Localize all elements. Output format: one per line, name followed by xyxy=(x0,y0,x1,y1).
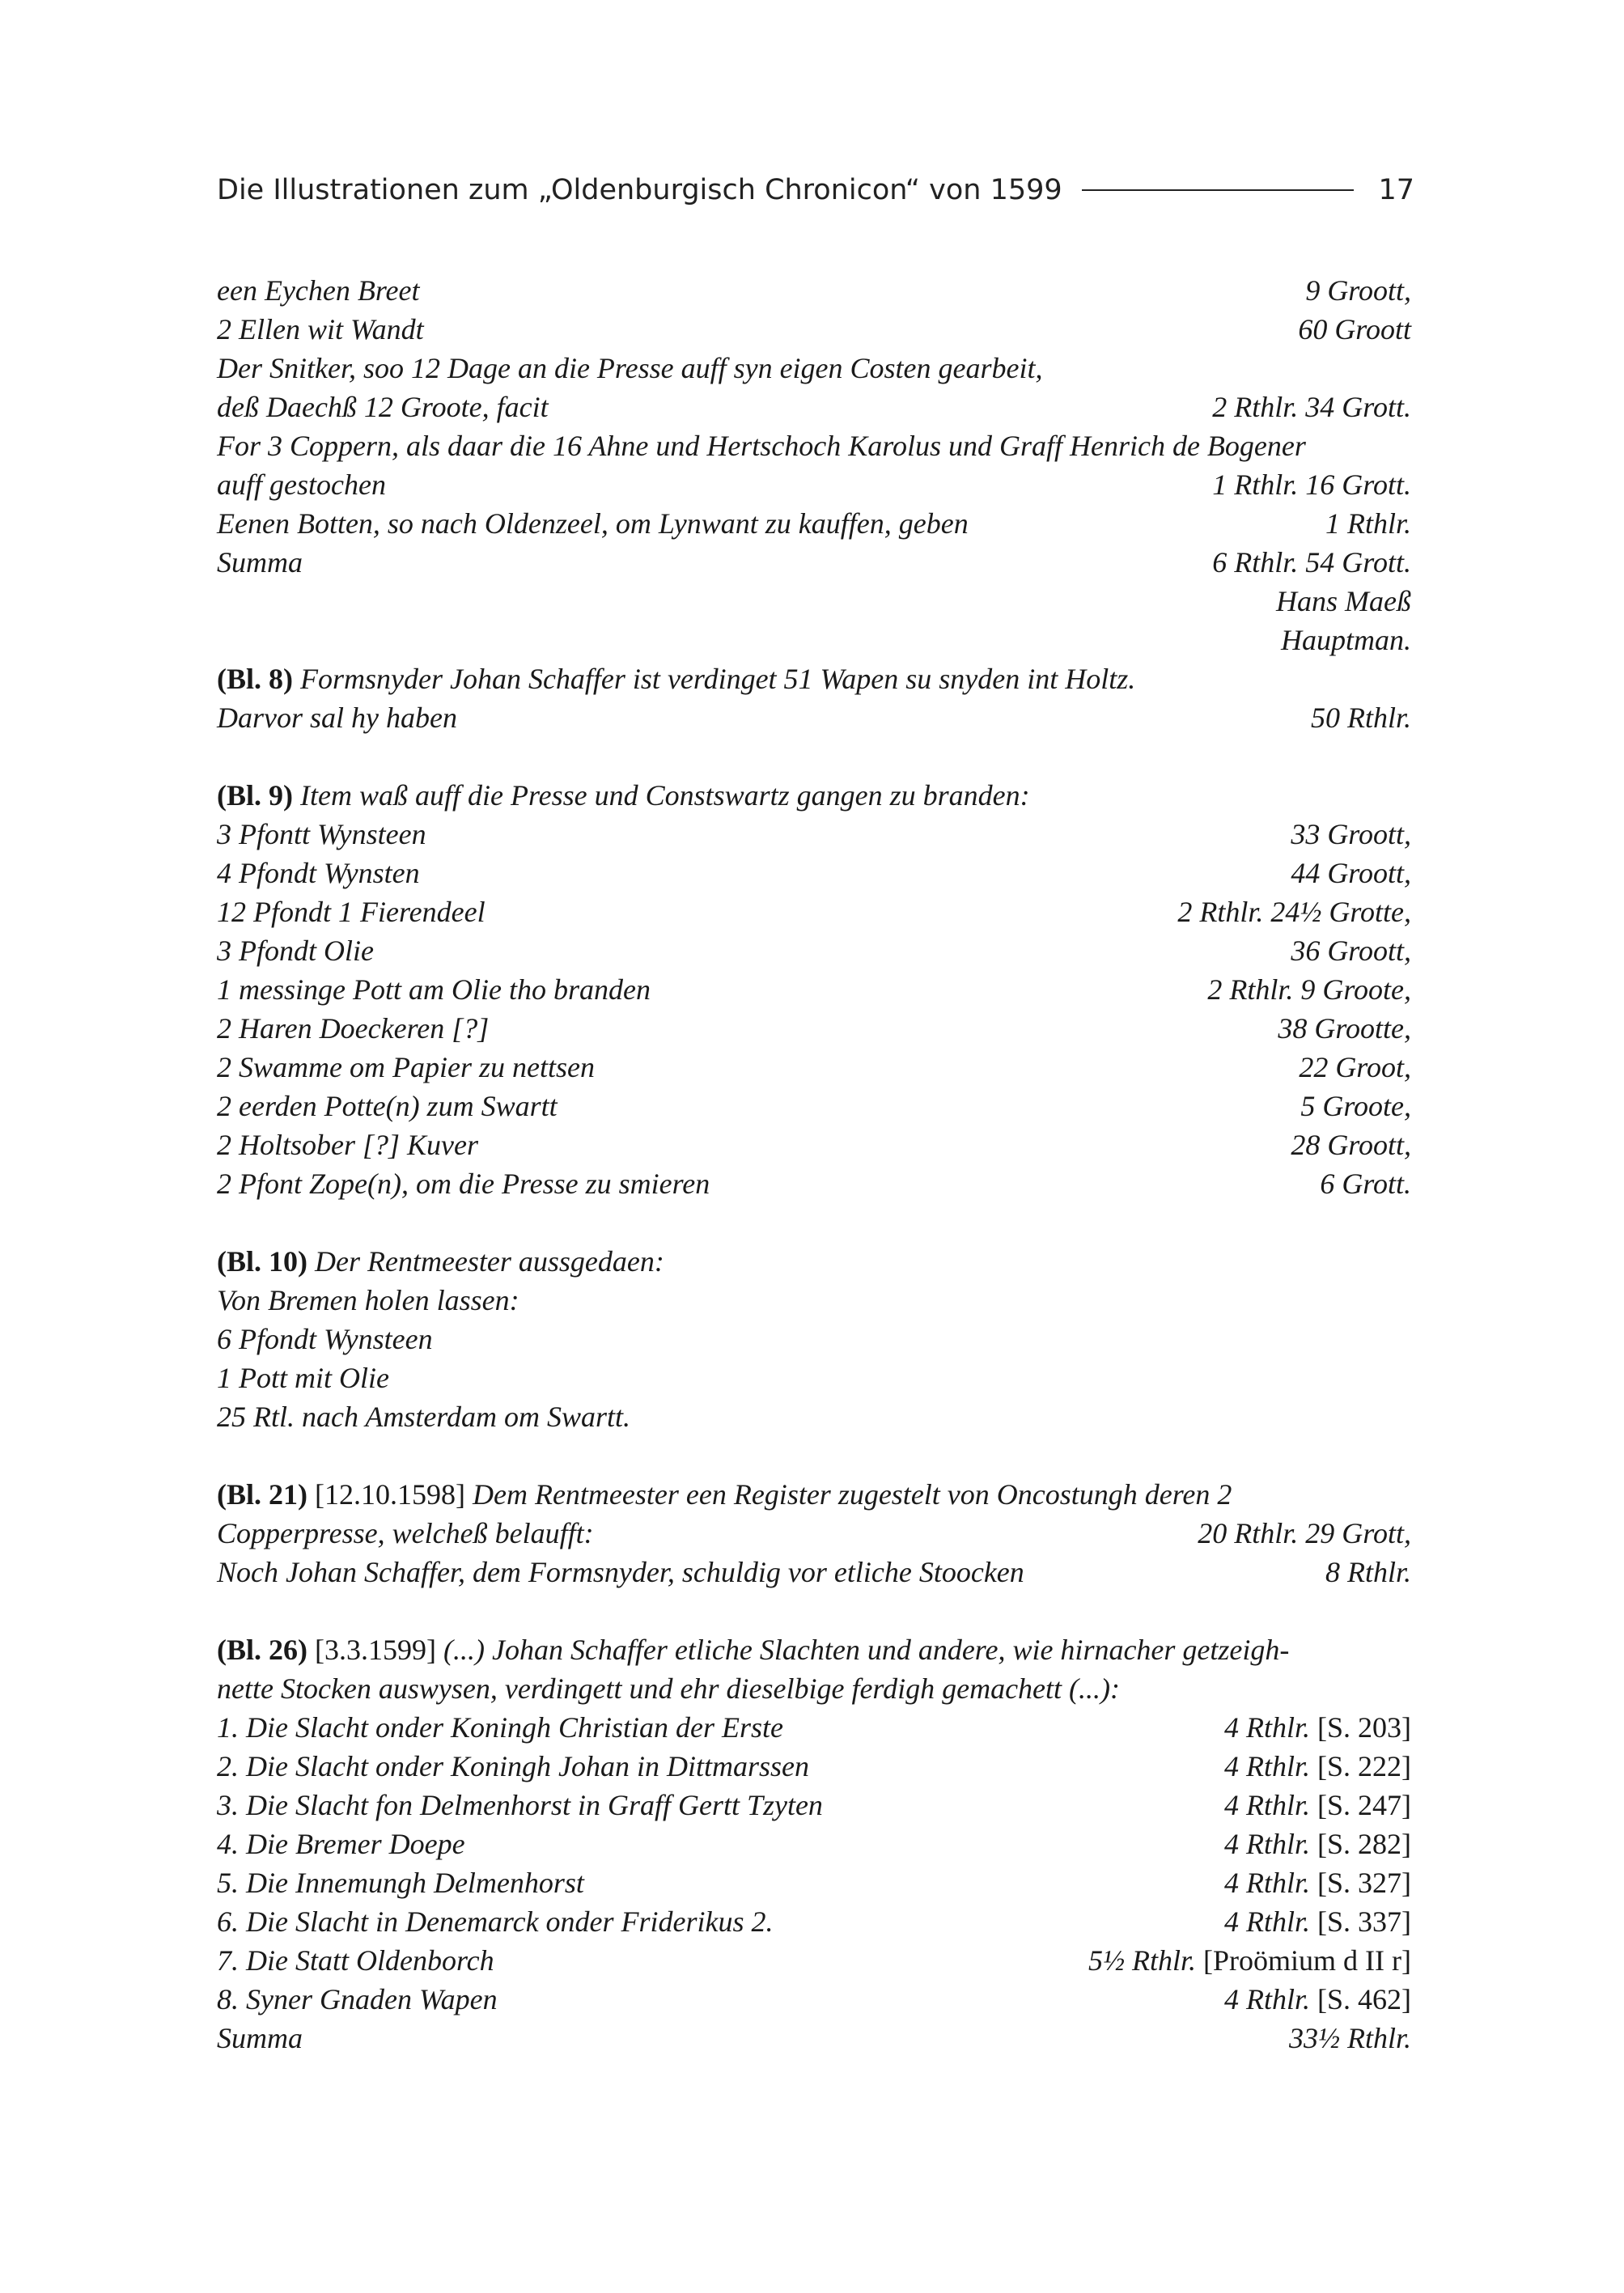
entry-text: auff gestochen xyxy=(217,468,386,501)
item-page-ref: [S. 327] xyxy=(1317,1867,1411,1899)
entry-amount: 1 Rthlr. xyxy=(1325,507,1411,540)
entry-amount: 8 Rthlr. xyxy=(1325,1556,1411,1588)
item-page-ref: [S. 282] xyxy=(1317,1828,1411,1860)
entry-text: 6 Pfondt Wynsteen xyxy=(217,1323,433,1355)
item-text: 3 Pfondt Olie xyxy=(217,935,374,967)
entry-text: deß Daechß 12 Groote, facit xyxy=(217,391,549,423)
item-amount: 22 Groot, xyxy=(1299,1051,1411,1083)
item-list xyxy=(217,1708,1411,2019)
section-intro xyxy=(217,776,1411,815)
item-amount: 33 Groott, xyxy=(1291,818,1411,850)
item-amount: 36 Groott, xyxy=(1291,935,1411,967)
item-text: 3. Die Slacht fon Delmenhorst in Graff Gertt Tzyten xyxy=(217,1789,823,1821)
entry-text: Noch Johan Schaffer, dem Formsnyder, schuldig vor etliche Stoocken xyxy=(217,1556,1024,1588)
entry-text: 1 Pott mit Olie xyxy=(217,1362,389,1394)
signature-name: Hans Maeß xyxy=(1276,585,1411,617)
item-amount: 28 Groott, xyxy=(1291,1129,1411,1161)
item-amount-ref xyxy=(1224,1708,1411,1747)
item-text: 12 Pfondt 1 Fierendeel xyxy=(217,896,486,928)
entry-amount: 50 Rthlr. xyxy=(1310,701,1411,734)
list-item xyxy=(217,1902,1411,1941)
list-item xyxy=(217,1747,1411,1786)
list-item xyxy=(217,1125,1411,1164)
entry-text: For 3 Coppern, als daar die 16 Ahne und Hertschoch Karolus und Graff Henrich de Bogener xyxy=(217,430,1306,462)
entry-text: Darvor sal hy haben xyxy=(217,701,457,734)
list-item xyxy=(217,1048,1411,1087)
list-item xyxy=(217,1087,1411,1125)
entry-amount: 20 Rthlr. 29 Grott, xyxy=(1198,1517,1411,1549)
folio-label: (Bl. 8) xyxy=(217,663,293,695)
header-title: Die Illustrationen zum „Oldenburgisch Chronicon“ von 1599 xyxy=(217,174,1062,206)
item-page-ref: [S. 462] xyxy=(1317,1983,1411,2015)
entry-text: Eenen Botten, so nach Oldenzeel, om Lynwant zu kauffen, geben xyxy=(217,507,969,540)
entry-row xyxy=(217,698,1411,737)
item-text: 6. Die Slacht in Denemarck onder Friderikus 2. xyxy=(217,1905,774,1938)
list-item xyxy=(217,1164,1411,1203)
entry-row xyxy=(217,271,1411,310)
entry-row xyxy=(217,1514,1411,1553)
entry-text: 2 Ellen wit Wandt xyxy=(217,313,424,345)
section-intro xyxy=(217,659,1411,698)
item-text: 1. Die Slacht onder Koningh Christian der Erste xyxy=(217,1711,783,1744)
entry-row xyxy=(217,1553,1411,1592)
entry-text: Dem Rentmeester een Register zugestelt von Oncostungh deren 2 xyxy=(472,1478,1232,1511)
list-item xyxy=(217,1009,1411,1048)
item-text: 1 messinge Pott am Olie tho branden xyxy=(217,973,651,1006)
entry-text: 25 Rtl. nach Amsterdam om Swartt. xyxy=(217,1401,630,1433)
entry-text: nette Stocken auswysen, verdingett und ehr dieselbige ferdigh gemachett (...): xyxy=(217,1672,1120,1705)
item-page-ref: [S. 203] xyxy=(1317,1711,1411,1744)
item-text: 4. Die Bremer Doepe xyxy=(217,1828,465,1860)
item-text: 2 Pfont Zope(n), om die Presse zu smieren xyxy=(217,1168,710,1200)
entry-text: Der Snitker, soo 12 Dage an die Presse auff syn eigen Costen gearbeit, xyxy=(217,352,1043,384)
folio-label: (Bl. 26) xyxy=(217,1634,307,1666)
item-page-ref: [S. 337] xyxy=(1317,1905,1411,1938)
list-item xyxy=(217,815,1411,854)
sum-amount: 33½ Rthlr. xyxy=(1288,2022,1411,2054)
date: [3.3.1599] xyxy=(315,1634,436,1666)
item-amount-ref xyxy=(1224,1825,1411,1863)
section-intro xyxy=(217,1630,1411,1669)
list-item xyxy=(217,1980,1411,2019)
entry-amount: 9 Groott, xyxy=(1305,274,1411,307)
entry-text: Formsnyder Johan Schaffer ist verdinget 51 Wapen su snyden int Holtz. xyxy=(300,663,1136,695)
list-item xyxy=(217,1941,1411,1980)
list-item xyxy=(217,931,1411,970)
item-list xyxy=(217,815,1411,1203)
item-amount: 4 Rthlr. xyxy=(1223,1789,1310,1821)
running-header xyxy=(217,166,1414,214)
entry-text: Copperpresse, welcheß belaufft: xyxy=(217,1517,594,1549)
entry-row xyxy=(217,465,1411,504)
list-item xyxy=(217,892,1411,931)
item-page-ref: [Proömium d II r] xyxy=(1203,1944,1411,1977)
item-amount-ref xyxy=(1224,1747,1411,1786)
folio-label: (Bl. 9) xyxy=(217,779,293,812)
list-item xyxy=(217,1786,1411,1825)
item-amount: 38 Grootte, xyxy=(1278,1012,1411,1045)
folio-label: (Bl. 21) xyxy=(217,1478,307,1511)
page-number: 17 xyxy=(1378,174,1414,206)
item-amount-ref xyxy=(1224,1902,1411,1941)
folio-label: (Bl. 10) xyxy=(217,1245,307,1278)
section-intro xyxy=(217,1475,1411,1514)
item-amount: 5½ Rthlr. xyxy=(1088,1944,1197,1977)
item-text: 7. Die Statt Oldenborch xyxy=(217,1944,494,1977)
item-amount-ref xyxy=(1224,1786,1411,1825)
date: [12.10.1598] xyxy=(315,1478,465,1511)
item-page-ref: [S. 222] xyxy=(1317,1750,1411,1782)
item-amount: 4 Rthlr. xyxy=(1223,1828,1310,1860)
item-text: 3 Pfontt Wynsteen xyxy=(217,818,426,850)
signature-title: Hauptman. xyxy=(1281,624,1411,656)
item-amount-ref xyxy=(1224,1980,1411,2019)
list-item xyxy=(217,970,1411,1009)
sum-row xyxy=(217,2019,1411,2058)
item-text: 2. Die Slacht onder Koningh Johan in Dittmarssen xyxy=(217,1750,809,1782)
item-amount-ref xyxy=(1088,1941,1411,1980)
item-amount: 2 Rthlr. 9 Groote, xyxy=(1207,973,1411,1006)
entry-text: Summa xyxy=(217,546,303,579)
header-rule xyxy=(1082,189,1355,191)
item-text: 4 Pfondt Wynsten xyxy=(217,857,420,889)
entry-amount: 2 Rthlr. 34 Grott. xyxy=(1212,391,1411,423)
sum-label: Summa xyxy=(217,2022,303,2054)
item-text: 2 Haren Doeckeren [?] xyxy=(217,1012,490,1045)
entry-row xyxy=(217,543,1411,582)
item-text: 2 Swamme om Papier zu nettsen xyxy=(217,1051,595,1083)
list-item xyxy=(217,854,1411,892)
entry-text: (...) Johan Schaffer etliche Slachten und andere, wie hirnacher getzeigh- xyxy=(443,1634,1290,1666)
entry-amount: 60 Groott xyxy=(1298,313,1411,345)
item-amount: 6 Grott. xyxy=(1320,1168,1411,1200)
item-amount: 4 Rthlr. xyxy=(1223,1867,1310,1899)
entry-text: Von Bremen holen lassen: xyxy=(217,1284,519,1316)
entry-row xyxy=(217,388,1411,426)
item-amount: 4 Rthlr. xyxy=(1223,1905,1310,1938)
item-text: 8. Syner Gnaden Wapen xyxy=(217,1983,498,2015)
item-amount-ref xyxy=(1224,1863,1411,1902)
item-amount: 2 Rthlr. 24½ Grotte, xyxy=(1177,896,1411,928)
list-item xyxy=(217,1863,1411,1902)
page-body xyxy=(217,271,1411,2058)
item-amount: 5 Groote, xyxy=(1300,1090,1411,1122)
entry-amount: 1 Rthlr. 16 Grott. xyxy=(1212,468,1411,501)
item-text: 2 eerden Potte(n) zum Swartt xyxy=(217,1090,558,1122)
list-item xyxy=(217,1825,1411,1863)
item-page-ref: [S. 247] xyxy=(1317,1789,1411,1821)
item-amount: 4 Rthlr. xyxy=(1223,1750,1310,1782)
item-text: 5. Die Innemungh Delmenhorst xyxy=(217,1867,584,1899)
entry-row xyxy=(217,504,1411,543)
list-item xyxy=(217,1708,1411,1747)
entry-text: een Eychen Breet xyxy=(217,274,420,307)
item-amount: 4 Rthlr. xyxy=(1223,1983,1310,2015)
entry-row xyxy=(217,310,1411,349)
entry-text: Der Rentmeester aussgedaen: xyxy=(315,1245,664,1278)
item-amount: 4 Rthlr. xyxy=(1223,1711,1310,1744)
item-amount: 44 Groott, xyxy=(1291,857,1411,889)
entry-text: Item waß auff die Presse und Constswartz gangen zu branden: xyxy=(300,779,1030,812)
entry-amount: 6 Rthlr. 54 Grott. xyxy=(1212,546,1411,579)
section-intro xyxy=(217,1242,1411,1281)
item-text: 2 Holtsober [?] Kuver xyxy=(217,1129,478,1161)
